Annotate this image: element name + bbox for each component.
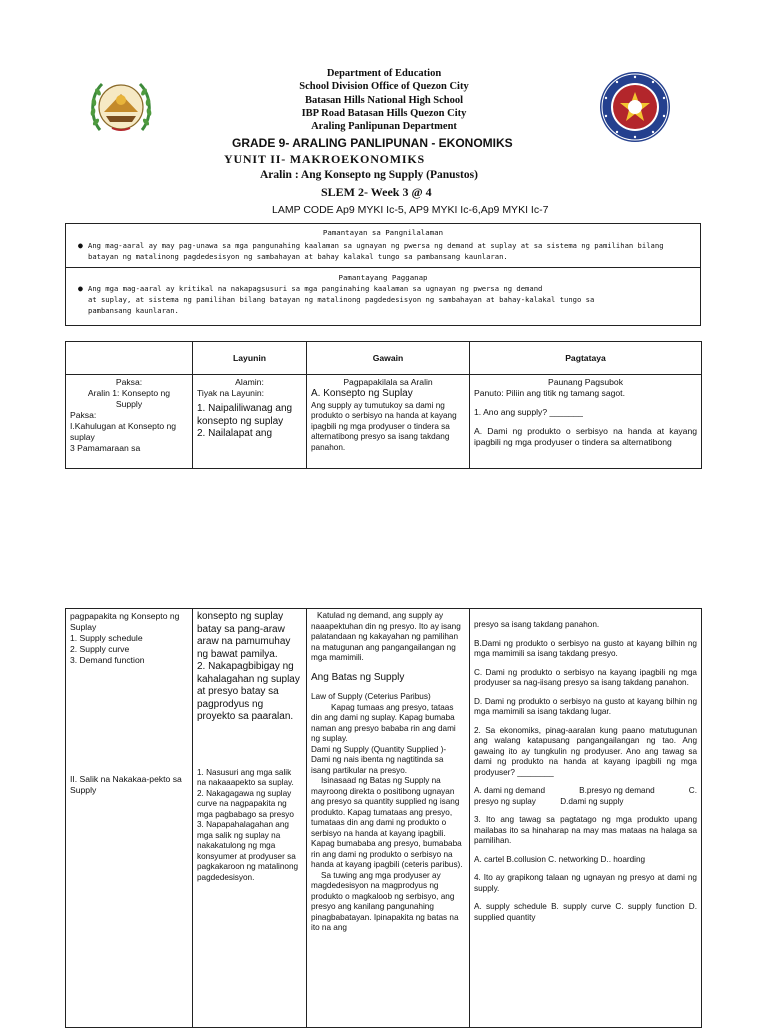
performance-standard-title: Pamantayang Pagganap xyxy=(338,273,428,282)
choice-1a-cont: presyo sa isang takdang panahon. xyxy=(474,620,600,629)
supply-label: Supply xyxy=(115,399,143,409)
aralin-label: Aralin 1: Konsepto ng xyxy=(87,388,171,398)
lesson-table-bottom xyxy=(65,608,702,1028)
header-school: Batasan Hills National High School xyxy=(304,95,464,106)
paksa-label-2: Paksa: xyxy=(70,410,97,420)
choice-2c-letter: C. xyxy=(688,786,697,795)
objectives-cell xyxy=(193,609,307,1028)
performance-standard-box xyxy=(65,267,701,326)
unit-title: YUNIT II- MAKROEKONOMIKS xyxy=(224,152,425,166)
bullet-icon: ● xyxy=(78,284,83,293)
tiyak-label: Tiyak na Layunin: xyxy=(197,388,265,398)
topic-demand-function: 3. Demand function xyxy=(70,655,145,665)
question-3-choices: A. cartel B.collusion C. networking D.. hoarding xyxy=(474,854,646,864)
question-4-choices: A. supply schedule B. supply curve C. supply function D. supplied quantity xyxy=(474,902,697,922)
law-of-supply-text: Kapag tumaas ang presyo, tataas din ang dami ng suplay. Kapag bumaba naman ang presyo bababa rin ang dami ng suplay. xyxy=(311,702,456,743)
question-2-choices-row1 xyxy=(474,786,697,797)
quantity-supplied-text: Dami ng Supply (Quantity Supplied )- Dami ng nais ibenta ng nagtitinda sa isang partikular na presyo. xyxy=(311,744,447,775)
content-standard-box xyxy=(65,223,701,268)
question-2: 2. Sa ekonomiks, pinag-aaralan kung paano matutugunan ang walang katapusang pangangailangan ng tao. Ang gawaing ito ay tungkulin ng prodyuser. Ano ang tawag sa dami ng produkto na handa at kayang ipagbili ng mga prodyuser? ________ xyxy=(474,725,697,777)
layunin-cell xyxy=(193,375,307,469)
gawain-cell xyxy=(307,375,470,469)
assessment-cell xyxy=(470,609,702,1028)
question-2-choices-row2 xyxy=(474,797,697,808)
content-standard-item xyxy=(78,240,690,262)
lesson-title: Aralin : Ang Konsepto ng Supply (Panustos) xyxy=(260,169,478,181)
choice-1b: B.Dami ng produkto o serbisyo na gusto at kayang bilhin ng mga mamimili sa isang takdang presyo. xyxy=(474,638,697,658)
performance-standard-line1: Ang mga mag-aaral ay kritikal na nakapagsusuri sa mga panginahing kaalaman sa ugnayan ng pwersa ng demand xyxy=(88,284,543,293)
slem-title: SLEM 2- Week 3 @ 4 xyxy=(321,185,432,199)
konsepto-heading: A. Konsepto ng Suplay xyxy=(311,388,413,399)
objective-salik-1: 1. Nasusuri ang mga salik na nakaaapekto sa suplay. xyxy=(197,767,294,787)
paunang-pagsubok-label: Paunang Pagsubok xyxy=(547,377,624,387)
performance-standard-line2: at suplay, at sistema ng pamilihan bilang batayan ng matalinong pagdedesisyon ng sambahayan at bahay-kalakal tungo sa xyxy=(88,295,595,304)
content-standard-text: Ang mag-aaral ay may pag-unawa sa mga pangunahing kaalaman sa ugnayan ng pwersa ng demand at suplay at sa sistema ng pamilihan bilang batayan ng matalinong pagdedesisyon ng sambahayan at bahay kalakal tungo sa pambansang kaunlaran. xyxy=(88,241,664,261)
objective-salik-3: 3. Napapahalagahan ang mga salik ng suplay na nakakatulong ng mga konsyumer at prodyuser sa pagkakaroon ng matalinong pagdedesisyon. xyxy=(197,820,299,882)
performance-standard-line3: pambansang kaunlaran. xyxy=(88,306,179,315)
objective-salik-2: 2. Nakagagawa ng suplay curve na nagpapakita ng mga pagbabago sa presyo xyxy=(197,788,294,819)
topic-1: I.Kahulugan at Konsepto ng xyxy=(70,421,177,431)
choice-1a: A. Dami ng produkto o serbisyo na handa at kayang ipagbili ng mga prodyuser o tindera sa alternatibong xyxy=(474,426,697,447)
batas-explanation: Isinasaad ng Batas ng Supply na mayroong direkta o positibong ugnayan ang presyo sa quantity supplied ng isang produkto. Kapag tumataas ang presyo, tumataas din ang dami ng produkto o serbisyo na handa at kayang ipagbili. Kapag bumababa ang presyo, bumababa rin ang dami ng produkto o serbisyo na handa at kayang ipagbili (ceteris paribus). xyxy=(311,776,463,869)
question-4: 4. Ito ay grapikong talaan ng ugnayan ng presyo at dami ng supply. xyxy=(474,873,697,893)
pagpapakilala-label: Pagpapakilala sa Aralin xyxy=(343,377,433,387)
header-department: Department of Education xyxy=(326,68,442,79)
topic-pagpapakita: pagpapakita ng Konsepto ng Suplay xyxy=(70,611,180,632)
pagtataya-cell xyxy=(470,375,702,469)
performance-standard-item xyxy=(78,283,690,294)
objective-cont: konsepto ng suplay batay sa pang-araw araw na pamumuhay ng bawat pamilya. xyxy=(197,611,291,660)
choice-2a: A. dami ng demand xyxy=(474,786,546,795)
batas-heading: Ang Batas ng Supply xyxy=(311,671,405,683)
grade-title: GRADE 9- ARALING PANLIPUNAN - EKONOMIKS xyxy=(232,136,513,150)
question-1: 1. Ano ang supply? _______ xyxy=(474,407,583,417)
bullet-icon: ● xyxy=(78,241,83,250)
objective-1: 1. Naipaliliwanag ang xyxy=(197,403,293,414)
header-ap-dept: Araling Panlipunan Department xyxy=(311,121,457,132)
choice-2b: B.presyo ng demand xyxy=(579,786,655,795)
header-pagtataya: Pagtataya xyxy=(470,342,702,375)
topic-salik: II. Salik na Nakakaa-pekto sa Supply xyxy=(70,774,182,795)
alamin-label: Alamin: xyxy=(235,377,264,387)
question-3: 3. Ito ang tawag sa pagtatago ng mga produkto upang mailabas ito sa hinaharap na may mas mataas na halaga sa pamilihan. xyxy=(474,815,697,845)
header-division: School Division Office of Quezon City xyxy=(299,81,469,92)
choice-1c: C. Dami ng produkto o serbisyo na kayang ipagbili ng mga prodyuser sa nag-iisang presyo sa isang takdang panahon. xyxy=(474,667,697,687)
prodyuser-text: Sa tuwing ang mga prodyuser ay magdedesisyon na magprodyus ng produkto o magkaloob ng serbisyo, ang presyo ang kanilang pangunahing pinagbabatayan. Ipinapakita ng batas na ito na ang xyxy=(311,870,459,932)
header-layunin: Layunin xyxy=(193,342,307,375)
topic-supply-schedule: 1. Supply schedule xyxy=(70,633,143,643)
topic-1-cont: suplay xyxy=(70,432,95,442)
law-of-supply-label: Law of Supply (Ceterius Paribus) xyxy=(311,692,431,701)
topic-3: 3 Pamamaraan sa xyxy=(70,443,141,453)
header-blank xyxy=(66,342,193,375)
header-address: IBP Road Batasan Hills Quezon City xyxy=(301,108,467,119)
lesson-table-top xyxy=(65,341,702,469)
topic-supply-curve: 2. Supply curve xyxy=(70,644,130,654)
objective-2-full: 2. Nakapagbibigay ng kahalagahan ng suplay at presyo batay sa pagprodyus ng proyekto sa paaralan. xyxy=(197,661,300,722)
header-gawain: Gawain xyxy=(307,342,470,375)
paksa-label: Paksa: xyxy=(115,377,143,387)
supply-definition: Ang supply ay tumutukoy sa dami ng produkto o serbisyo na handa at kayang ipagbili ng mga prodyuser o tindera sa alternatibong presyo sa isang takdang panahon. xyxy=(311,400,457,452)
objective-2: 2. Nailalapat ang xyxy=(197,428,273,439)
choice-1d: D. Dami ng produkto o serbisyo na gusto at kayang bilhin ng mga mamimili sa isang takdang lugar. xyxy=(474,696,697,716)
activities-cell xyxy=(307,609,470,1028)
choice-2c: presyo ng suplay xyxy=(474,796,536,806)
supply-intro: Katulad ng demand, ang supply ay naaapektuhan din ng presyo. Ito ay isang palatandaan ng kakayahan ng pamilihan na matugunan ang pangangailangan ng mga mamimili. xyxy=(311,611,461,662)
lamp-code: LAMP CODE Ap9 MYKI Ic-5, AP9 MYKI Ic-6,Ap9 MYKI Ic-7 xyxy=(272,204,549,216)
paksa-cell xyxy=(66,375,193,469)
content-standard-title: Pamantayan sa Pangnilalaman xyxy=(322,228,444,237)
topics-cell xyxy=(66,609,193,1028)
panuto-label: Panuto: Piliin ang titik ng tamang sagot. xyxy=(474,388,625,398)
objective-1-cont: konsepto ng suplay xyxy=(197,415,284,427)
choice-2d: D.dami ng supply xyxy=(560,796,624,806)
